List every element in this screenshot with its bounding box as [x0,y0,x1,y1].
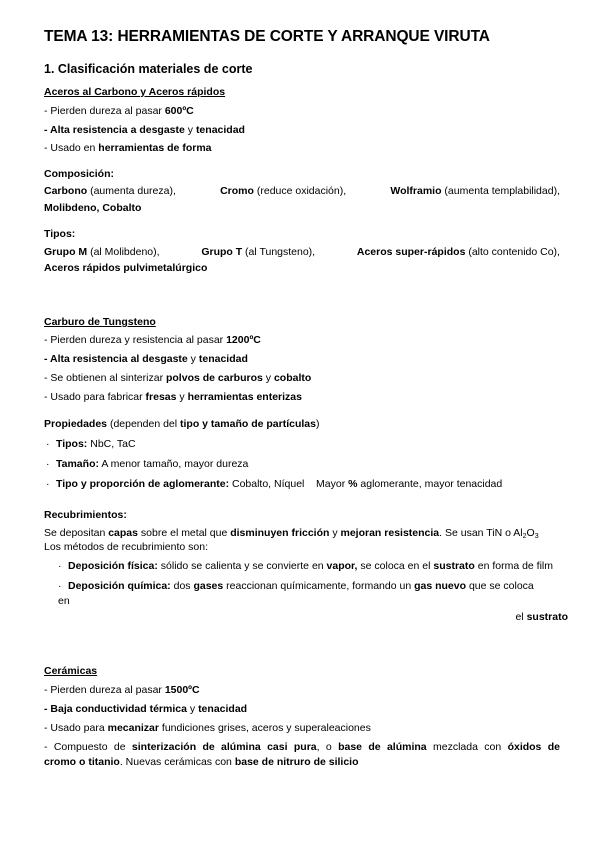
bullet-icon: · [46,438,50,450]
composicion-heading: Composición: [44,168,114,180]
section-heading: 1. Clasificación materiales de corte [44,62,253,76]
bullet-icon: · [46,458,50,470]
bullet-icon: · [58,560,62,572]
tipos-heading: Tipos: [44,228,76,240]
subsection-heading-aceros: Aceros al Carbono y Aceros rápidos [44,86,226,98]
recubrimientos-line-2: Los métodos de recubrimiento son: [44,541,209,553]
ceramicas-line-1: - Pierden dureza al pasar 1500ºC [44,684,200,696]
subsection-heading-ceramicas: Cerámicas [44,665,98,677]
composicion-line-1: Carbono (aumenta dureza), Cromo (reduce oxidación), Wolframio (aumenta templabilidad), [44,185,560,197]
bullet-icon: · [46,478,50,490]
bullet-icon: · [58,580,62,592]
deposicion-quimica-line-2: en [58,595,70,607]
page-title: TEMA 13: HERRAMIENTAS DE CORTE Y ARRANQUE VIRUTA [44,28,490,45]
ceramicas-paragraph: - Compuesto de sinterización de alúmina casi pura, o base de alúmina mezclada con óxidos de [44,741,561,753]
propiedad-aglomerante: · Tipo y proporción de aglomerante: Cobalto, Níquel Mayor % aglomerante, mayor tenacidad [46,478,503,490]
tipos-line-2: Aceros rápidos pulvimetalúrgico [44,262,208,274]
ceramicas-line-3: - Usado para mecanizar fundiciones grises, aceros y superaleaciones [44,722,371,734]
carburo-line-1: - Pierden dureza y resistencia al pasar 1200ºC [44,334,261,346]
tipos-line-1: Grupo M (al Molibdeno), Grupo T (al Tungsteno), Aceros super-rápidos (alto contenido Co), [44,246,560,258]
propiedades-heading: Propiedades (dependen del tipo y tamaño de partículas) [44,418,320,430]
carburo-line-4: - Usado para fabricar fresas y herramientas enterizas [44,391,302,403]
recubrimientos-line-1: Se depositan capas sobre el metal que disminuyen fricción y mejoran resistencia. Se usan TiN o $Al_2O_3$ [44,527,539,540]
carburo-line-2: - Alta resistencia al desgaste y tenacidad [44,353,248,365]
subsection-heading-carburo: Carburo de Tungsteno [44,316,156,328]
deposicion-fisica: · Deposición física: sólido se calienta y se convierte en vapor, se coloca en el sustrato en forma de film [58,560,554,572]
propiedad-tipos: · Tipos: NbC, TaC [46,438,136,450]
aceros-line-3: - Usado en herramientas de forma [44,142,212,154]
aceros-line-2: - Alta resistencia a desgaste y tenacidad [44,124,245,136]
ceramicas-paragraph-line-2: cromo o titanio. Nuevas cerámicas con base de nitruro de silicio [44,756,359,768]
recubrimientos-heading: Recubrimientos: [44,509,127,521]
deposicion-quimica-line-3: el sustrato [515,611,568,623]
aceros-line-1: - Pierden dureza al pasar 600ºC [44,105,194,117]
propiedad-tamano: · Tamaño: A menor tamaño, mayor dureza [46,458,249,470]
composicion-line-2: Molibdeno, Cobalto [44,202,142,214]
ceramicas-line-2: - Baja conductividad térmica y tenacidad [44,703,248,715]
carburo-line-3: - Se obtienen al sinterizar polvos de carburos y cobalto [44,372,312,384]
deposicion-quimica: · Deposición química: dos gases reaccionan químicamente, formando un gas nuevo que se coloca [58,580,534,592]
